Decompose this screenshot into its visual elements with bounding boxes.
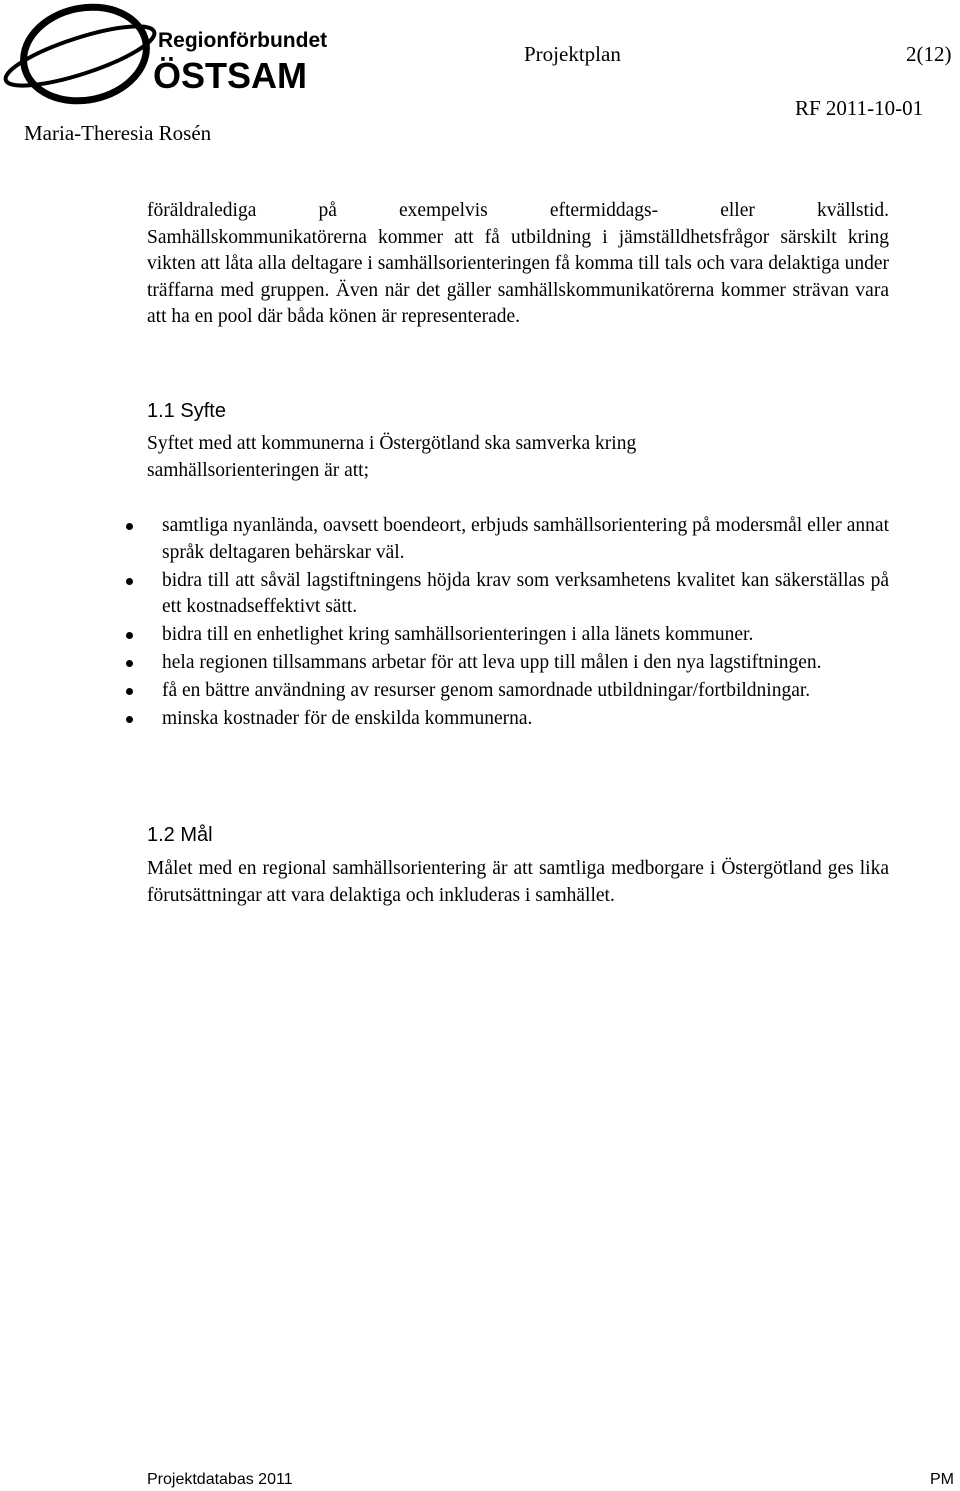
list-item: få en bättre användning av resurser genom samordnade utbildningar/fortbildningar. xyxy=(124,678,889,705)
purpose-bullet-list xyxy=(124,513,889,734)
section-heading-mal: 1.2 Mål xyxy=(147,824,213,846)
document-reference: RF 2011-10-01 xyxy=(795,96,924,120)
section-paragraph-mal: Målet med en regional samhällsorientering är att samtliga medborgare i Östergötland ges lika förutsättningar att vara delaktiga och inkluderas i samhället. xyxy=(147,858,889,906)
footer-left: Projektdatabas 2011 xyxy=(147,1471,293,1488)
document-title: Projektplan xyxy=(524,42,621,66)
list-item: bidra till en enhetlighet kring samhällsorienteringen i alla länets kommuner. xyxy=(124,622,889,649)
section-paragraph-syfte: Syftet med att kommunerna i Östergötland ska samverka kring samhällsorienteringen är att; xyxy=(147,433,637,481)
list-item: bidra till att såväl lagstiftningens höjda krav som verksamhetens kvalitet kan säkerställas på ett kostnadseffektivt sätt. xyxy=(124,568,889,621)
bullet-icon xyxy=(126,716,133,723)
section-heading-syfte: 1.1 Syfte xyxy=(147,400,226,422)
ostsam-logo xyxy=(0,0,328,112)
bullet-icon xyxy=(126,578,133,585)
footer-right: PM xyxy=(930,1471,954,1488)
intro-line-1: föräldralediga på exempelvis eftermiddags- eller kvällstid. xyxy=(147,200,889,221)
list-item: hela regionen tillsammans arbetar för att leva upp till målen i den nya lagstiftningen. xyxy=(124,650,889,677)
bullet-icon xyxy=(126,660,133,667)
bullet-icon xyxy=(126,632,133,639)
svg-text:ÖSTSAM: ÖSTSAM xyxy=(153,55,308,96)
intro-paragraph: Samhällskommunikatörerna kommer att få utbildning i jämställdhetsfrågor särskilt kring vikten att låta alla deltagare i samhällsorienteringen få komma till tals och vara delaktiga under träffarna med gruppen. Även när det gäller samhällskommunikatörerna kommer strävan vara att ha en pool där båda könen är representerade. xyxy=(147,226,889,327)
bullet-icon xyxy=(126,523,133,530)
list-item: minska kostnader för de enskilda kommunerna. xyxy=(124,706,889,733)
bullet-icon xyxy=(126,688,133,695)
list-item: samtliga nyanlända, oavsett boendeort, erbjuds samhällsorientering på modersmål eller annat språk deltagaren behärskar väl. xyxy=(124,513,889,566)
svg-text:Regionförbundet: Regionförbundet xyxy=(158,29,328,52)
author-name: Maria-Theresia Rosén xyxy=(24,121,212,145)
page-number: 2(12) xyxy=(906,42,952,66)
